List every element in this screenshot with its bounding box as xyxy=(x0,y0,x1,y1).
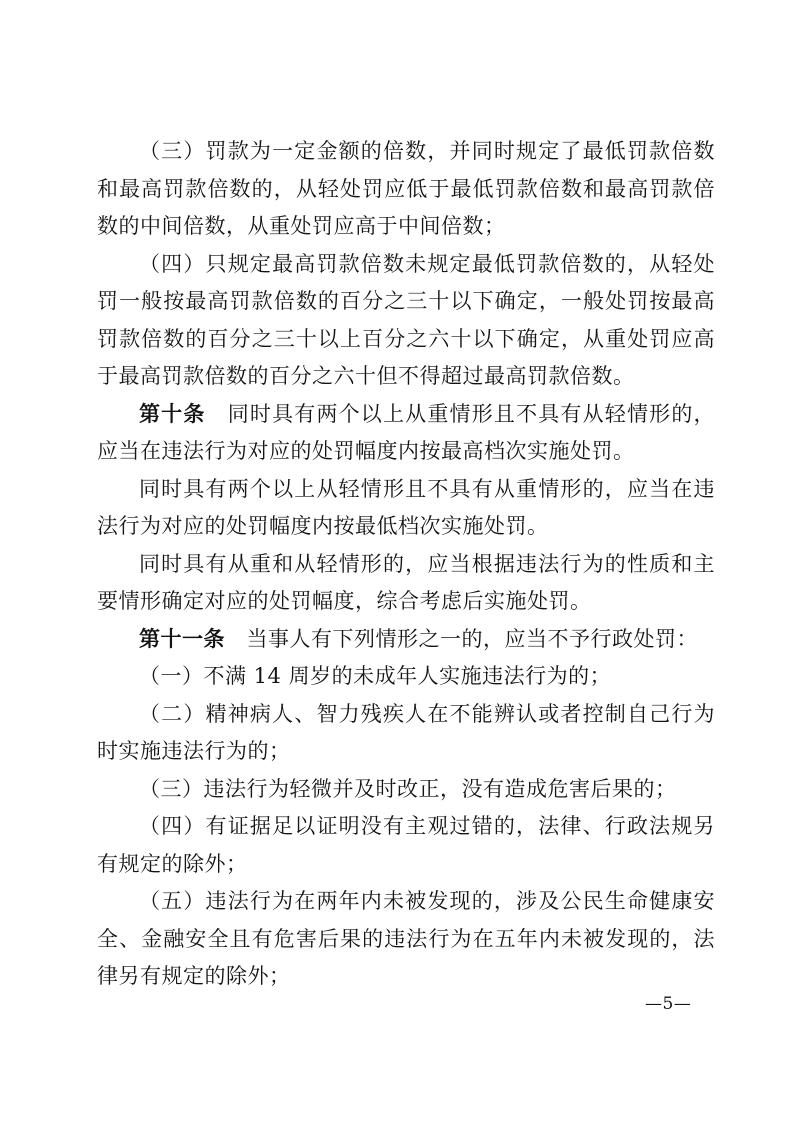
article-11-label: 第十一条 xyxy=(139,626,225,651)
paragraph-article-10-clause-2: 同时具有两个以上从轻情形且不具有从重情形的，应当在违法行为对应的处罚幅度内按最低档次实施处罚。 xyxy=(97,476,715,538)
page-number: —5— xyxy=(645,994,692,1014)
paragraph-article-11-item-4: （四）有证据足以证明没有主观过错的，法律、行政法规另有规定的除外； xyxy=(97,814,715,876)
article-11-text: 当事人有下列情形之一的，应当不予行政处罚： xyxy=(225,626,698,651)
paragraph-fine-multiple-item-4: （四）只规定最高罚款倍数未规定最低罚款倍数的，从轻处罚一般按最高罚款倍数的百分之三十以下确定，一般处罚按最高罚款倍数的百分之三十以上百分之六十以下确定，从重处罚应高于最高罚款倍数的百分之六十但不得超过最高罚款倍数。 xyxy=(97,251,715,388)
paragraph-article-10-clause-3: 同时具有从重和从轻情形的，应当根据违法行为的性质和主要情形确定对应的处罚幅度，综合考虑后实施处罚。 xyxy=(97,551,715,613)
document-body xyxy=(97,133,715,996)
paragraph-fine-multiple-item-3: （三）罚款为一定金额的倍数，并同时规定了最低罚款倍数和最高罚款倍数的，从轻处罚应低于最低罚款倍数和最高罚款倍数的中间倍数，从重处罚应高于中间倍数； xyxy=(97,139,715,238)
paragraph-article-10 xyxy=(97,396,715,471)
article-10-text: 同时具有两个以上从重情形且不具有从轻情形的，应当在违法行为对应的处罚幅度内按最高档次实施处罚。 xyxy=(97,401,716,463)
paragraph-article-11-item-5: （五）违法行为在两年内未被发现的，涉及公民生命健康安全、金融安全且有危害后果的违法行为在五年内未被发现的，法律另有规定的除外； xyxy=(97,889,715,988)
paragraph-article-11-item-2: （二）精神病人、智力残疾人在不能辨认或者控制自己行为时实施违法行为的； xyxy=(97,701,715,763)
paragraph-article-11-item-1: （一）不满 14 周岁的未成年人实施违法行为的； xyxy=(139,664,612,688)
article-10-label: 第十条 xyxy=(139,401,206,426)
paragraph-article-11 xyxy=(97,621,715,659)
paragraph-article-11-item-3: （三）违法行为轻微并及时改正，没有造成危害后果的； xyxy=(139,776,677,801)
